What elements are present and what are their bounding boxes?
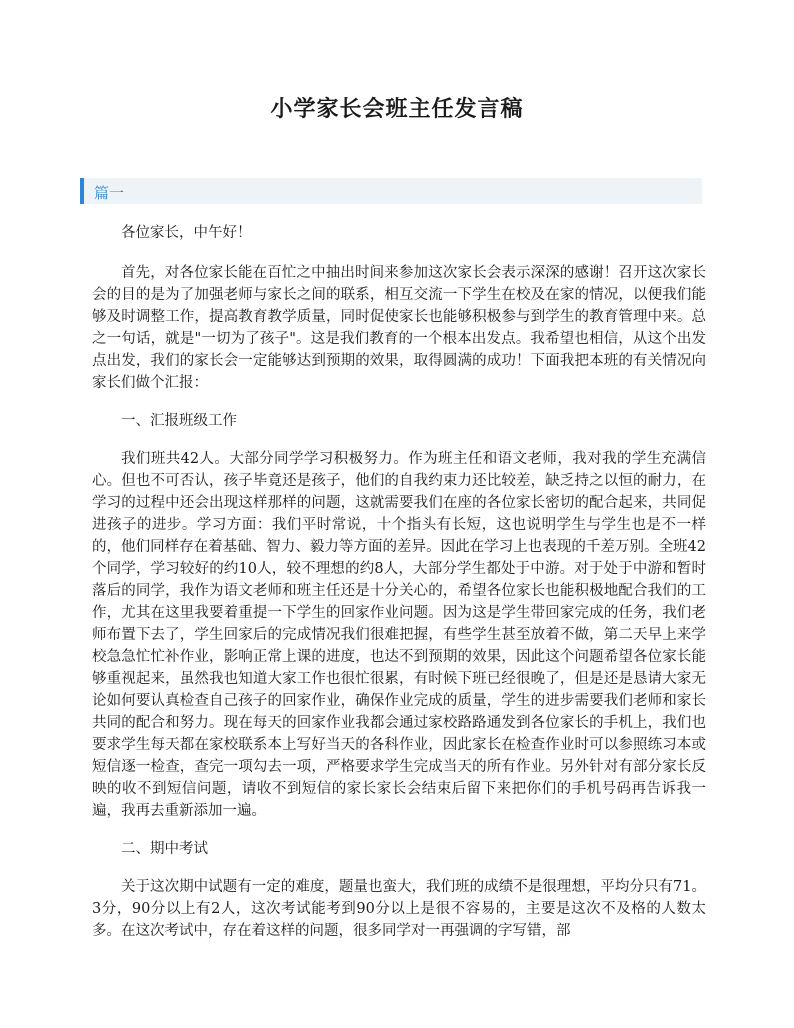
- greeting-paragraph: 各位家长，中午好！: [121, 225, 252, 241]
- section-header: [80, 178, 702, 204]
- subheading-class-work: 一、汇报班级工作: [121, 413, 237, 429]
- class-work-paragraph: 我们班共42人。大部分同学学习积极努力。作为班主任和语文老师，我对我的学生充满信心。但也不可否认，孩子毕竟还是孩子，他们的自我约束力还比较差，缺乏持之以恒的耐力，在学习的过程中还会出现这样那样的问题，这就需要我们在座的各位家长密切的配合起来，共同促进孩子的进步。学习方面：我们平时常说，十个指头有长短，这也说明学生与学生也是不一样的，他们同样存在着基础、智力、毅力等方面的差异。因此在学习上也表现的千差万别。全班42个同学，学习较好的约10人，较不理想的约8人，大部分学生都处于中游。对于处于中游和暂时落后的同学，我作为语文老师和班主任还是十分关心的，希望各位家长也能积极地配合我们的工作，尤其在这里我要着重提一下学生的回家作业问题。因为这是学生带回家完成的任务，我们老师布置下去了，学生回家后的完成情况我们很难把握，有些学生甚至放着不做，第二天早上来学校急急忙忙补作业，影响正常上课的进度，也达不到预期的效果，因此这个问题希望各位家长能够重视起来，虽然我也知道大家工作也很忙很累，有时候下班已经很晚了，但是还是恳请大家无论如何要认真检查自己孩子的回家作业，确保作业完成的质量，学生的进步需要我们老师和家长共同的配合和努力。现在每天的回家作业我都会通过家校路路通发到各位家长的手机上，我们也要求学生每天都在家校联系本上写好当天的各科作业，因此家长在检查作业时可以参照练习本或短信逐一检查，查完一项勾去一项，严格要求学生完成当天的所有作业。另外针对有部分家长反映的收不到短信问题，请收不到短信的家长家长会结束后留下来把你们的手机号码再告诉我一遍，我再去重新添加一遍。: [92, 451, 706, 819]
- section-label: 篇一: [94, 184, 125, 202]
- midterm-paragraph: 关于这次期中试题有一定的难度，题量也蛮大，我们班的成绩不是很理想，平均分只有71。3分，90分以上有2人，这次考试能考到90分以上是很不容易的，主要是这次不及格的人数太多。在这次考试中，存在着这样的问题，很多同学对一再强调的字写错，部: [92, 879, 706, 939]
- document-body: [92, 222, 706, 958]
- intro-paragraph: 首先，对各位家长能在百忙之中抽出时间来参加这次家长会表示深深的感谢！召开这次家长会的目的是为了加强老师与家长之间的联系，相互交流一下学生在校及在家的情况，以便我们能够及时调整工作，提高教育教学质量，同时促使家长也能够积极参与到学生的教育管理中来。总之一句话，就是"一切为了孩子"。这是我们教育的一个根本出发点。我希望也相信，从这个出发点出发，我们的家长会一定能够达到预期的效果，取得圆满的成功！下面我把本班的有关情况向家长们做个汇报：: [92, 265, 706, 391]
- subheading-midterm: 二、期中考试: [121, 841, 208, 857]
- document-title: 小学家长会班主任发言稿: [270, 96, 524, 122]
